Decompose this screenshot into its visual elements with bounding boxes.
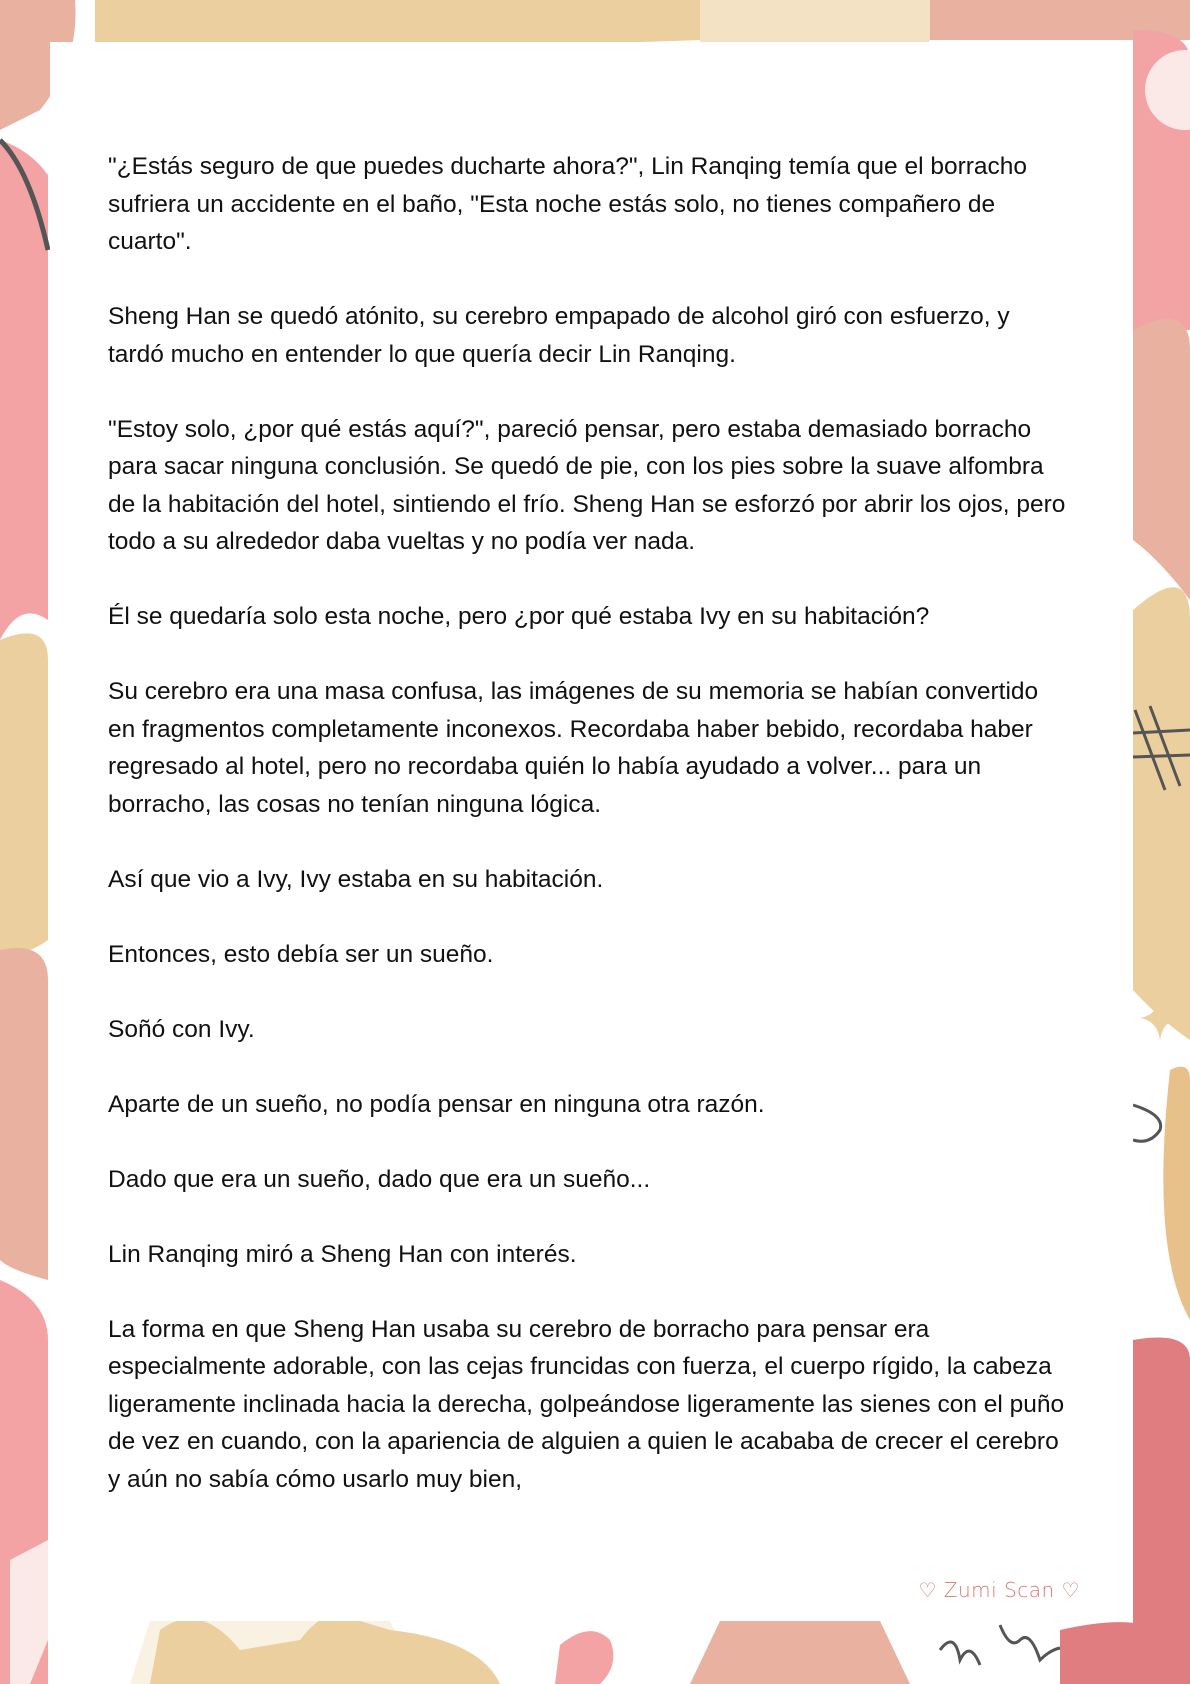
watermark: ♡ Zumi Scan ♡ — [918, 1578, 1080, 1602]
paragraph: Sheng Han se quedó atónito, su cerebro empapado de alcohol giró con esfuerzo, y tardó mucho en entender lo que quería decir Lin Ranqing. — [108, 303, 1010, 368]
paragraph: Él se quedaría solo esta noche, pero ¿por qué estaba Ivy en su habitación? — [108, 603, 930, 630]
paragraph: La forma en que Sheng Han usaba su cerebro de borracho para pensar era especialmente adorable, con las cejas fruncidas con fuerza, el cuerpo rígido, la cabeza ligeramente inclinada hacia la derecha, golpeándose ligeramente las sienes con el puño de vez en cuando, con la apariencia de alguien a quien le acababa de crecer el cerebro y aún no sabía cómo usarlo muy bien, — [108, 1315, 1065, 1493]
paragraph: "Estoy solo, ¿por qué estás aquí?", pareció pensar, pero estaba demasiado borracho para sacar ninguna conclusión. Se quedó de pie, con los pies sobre la suave alfombra de la habitación del hotel, sintiendo el frío. Sheng Han se esforzó por abrir los ojos, pero todo a su alrededor daba vueltas y no podía ver nada. — [108, 415, 1066, 555]
paragraph: Así que vio a Ivy, Ivy estaba en su habitación. — [108, 865, 604, 893]
document-body — [108, 148, 1068, 1536]
paragraph: Su cerebro era una masa confusa, las imágenes de su memoria se habían convertido en fragmentos completamente inconexos. Recordaba haber bebido, recordaba haber regresado al hotel, pero no recordaba quién lo había ayudado a volver... para un borracho, las cosas no tenían ninguna lógica. — [108, 678, 1039, 818]
paragraph: Dado que era un sueño, dado que era un sueño... — [108, 1165, 651, 1193]
paragraph: Soñó con Ivy. — [108, 1015, 255, 1043]
paragraph: Entonces, esto debía ser un sueño. — [108, 940, 494, 968]
paragraph: "¿Estás seguro de que puedes ducharte ahora?", Lin Ranqing temía que el borracho sufriera un accidente en el baño, "Esta noche estás solo, no tienes compañero de cuarto". — [108, 153, 1028, 255]
paragraph: Aparte de un sueño, no podía pensar en ninguna otra razón. — [108, 1090, 765, 1118]
paragraph: Lin Ranqing miró a Sheng Han con interés. — [108, 1240, 577, 1268]
